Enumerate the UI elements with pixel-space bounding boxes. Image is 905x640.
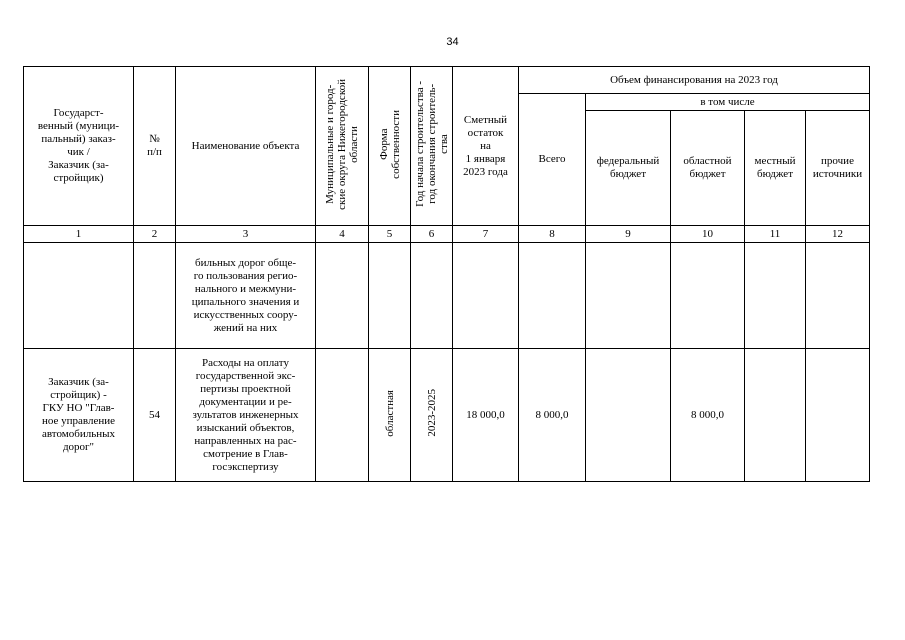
header-federal: федеральный бюджет bbox=[586, 111, 671, 226]
cell-municipality bbox=[316, 243, 369, 349]
cell-balance: 18 000,0 bbox=[453, 349, 519, 482]
table-row bbox=[24, 243, 870, 349]
cell-object-name: бильных дорог обще- го пользования регио- нального и межмуни- ципального значения и искусственных соору- жений на них bbox=[176, 243, 316, 349]
column-number: 1 bbox=[24, 226, 134, 243]
column-number: 5 bbox=[369, 226, 411, 243]
column-number: 12 bbox=[806, 226, 870, 243]
column-number: 9 bbox=[586, 226, 671, 243]
cell-customer bbox=[24, 243, 134, 349]
column-number: 11 bbox=[745, 226, 806, 243]
cell-federal bbox=[586, 349, 671, 482]
column-number: 10 bbox=[671, 226, 745, 243]
cell-regional: 8 000,0 bbox=[671, 349, 745, 482]
cell-local bbox=[745, 243, 806, 349]
column-number: 7 bbox=[453, 226, 519, 243]
header-funding: Объем финансирования на 2023 год bbox=[519, 67, 870, 94]
cell-number bbox=[134, 243, 176, 349]
table-row bbox=[24, 349, 870, 482]
header-years: Год начала строительства - год окончания строитель- ства bbox=[411, 67, 453, 226]
column-number: 8 bbox=[519, 226, 586, 243]
cell-years: 2023-2025 bbox=[411, 349, 453, 482]
cell-federal bbox=[586, 243, 671, 349]
header-customer: Государст- венный (муници- пальный) заказ- чик / Заказчик (за- стройщик) bbox=[24, 67, 134, 226]
column-number: 6 bbox=[411, 226, 453, 243]
header-total: Всего bbox=[519, 94, 586, 226]
cell-municipality bbox=[316, 349, 369, 482]
cell-ownership bbox=[369, 243, 411, 349]
header-balance: Сметный остаток на 1 января 2023 года bbox=[453, 67, 519, 226]
cell-total: 8 000,0 bbox=[519, 349, 586, 482]
cell-customer: Заказчик (за- стройщик) - ГКУ НО "Глав- ное управление автомобильных дорог" bbox=[24, 349, 134, 482]
cell-other bbox=[806, 349, 870, 482]
cell-total bbox=[519, 243, 586, 349]
cell-regional bbox=[671, 243, 745, 349]
cell-ownership: областная bbox=[369, 349, 411, 482]
column-number: 4 bbox=[316, 226, 369, 243]
page-number: 34 bbox=[446, 36, 459, 48]
header-municipality: Муниципальные и город- ские округа Нижегородской области bbox=[316, 67, 369, 226]
column-number: 3 bbox=[176, 226, 316, 243]
header-regional: областной бюджет bbox=[671, 111, 745, 226]
cell-local bbox=[745, 349, 806, 482]
column-number: 2 bbox=[134, 226, 176, 243]
header-local: местный бюджет bbox=[745, 111, 806, 226]
cell-number: 54 bbox=[134, 349, 176, 482]
cell-other bbox=[806, 243, 870, 349]
financing-table bbox=[23, 66, 870, 482]
header-object-name: Наименование объекта bbox=[176, 67, 316, 226]
cell-object-name: Расходы на оплату государственной экс- пертизы проектной документации и ре- зультатов инженерных изысканий объектов, направленных на рас- смотрение в Глав- госэкспертизу bbox=[176, 349, 316, 482]
header-including: в том числе bbox=[586, 94, 870, 111]
header-ownership: Форма собственности bbox=[369, 67, 411, 226]
cell-balance bbox=[453, 243, 519, 349]
header-number: № п/п bbox=[134, 67, 176, 226]
header-other: прочие источники bbox=[806, 111, 870, 226]
cell-years bbox=[411, 243, 453, 349]
